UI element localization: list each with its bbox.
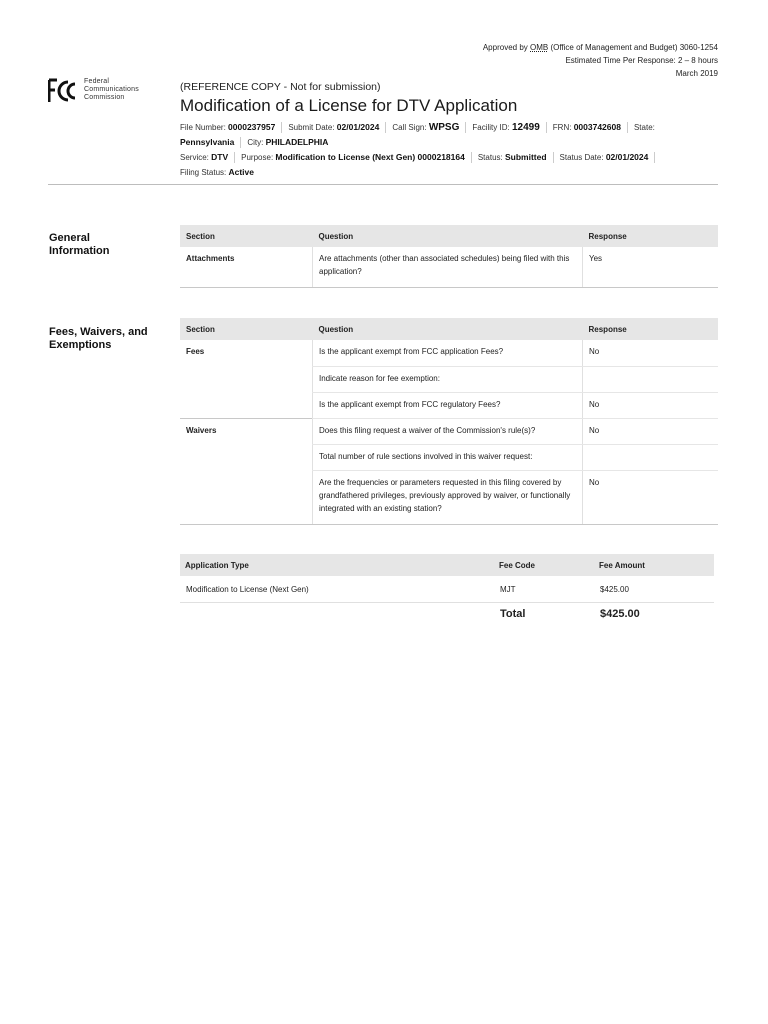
row-question: Is the applicant exempt from FCC application Fees?: [313, 340, 583, 366]
fees-waivers-heading: Fees, Waivers, and Exemptions: [49, 326, 148, 351]
frn-label: FRN:: [552, 123, 572, 132]
column-header-response: Response: [583, 318, 719, 340]
column-header-section: Section: [180, 318, 313, 340]
logo-line-federal: Federal: [84, 78, 110, 85]
call-sign: [386, 122, 466, 133]
omb-approved-suffix: (Office of Management and Budget) 3060-1254: [550, 43, 718, 52]
general-information-heading: General Information: [49, 232, 110, 257]
purpose-value: Modification to License (Next Gen) 0000218164: [275, 152, 465, 162]
filing-status: [180, 167, 260, 178]
city: [241, 137, 334, 148]
table-row: [180, 340, 718, 366]
call-sign-value: WPSG: [428, 122, 460, 133]
header-divider: [48, 184, 718, 185]
row-section: Waivers: [186, 425, 217, 435]
fee-total-amount: $425.00: [600, 608, 640, 620]
row-section: Fees: [186, 347, 205, 356]
service-value: DTV: [211, 152, 229, 162]
metadata-row-1: [180, 120, 720, 135]
status-date-label: Status Date:: [559, 153, 604, 162]
omb-abbreviation: OMB: [530, 43, 549, 52]
state-label: State:: [633, 123, 655, 132]
fees-waivers-table: [180, 318, 718, 525]
row-response: No: [583, 340, 719, 366]
column-header-fee-amount: Fee Amount: [594, 554, 714, 576]
omb-notice: [318, 41, 718, 80]
purpose-label: Purpose:: [241, 153, 274, 162]
table-header-row: [180, 318, 718, 340]
row-question: Are the frequencies or parameters requested in this filing covered by grandfathered privileges, previously approved by waiver, or functionally integrated with an existing station?: [313, 470, 583, 524]
logo-line-communications: Communications: [84, 86, 139, 93]
table-row: [180, 444, 718, 470]
row-question: Total number of rule sections involved in this waiver request:: [313, 444, 583, 470]
state-value: Pennsylvania: [180, 137, 235, 147]
submit-date-value: 02/01/2024: [336, 122, 380, 132]
facility-id: [466, 122, 546, 133]
row-question: Does this filing request a waiver of the Commission's rule(s)?: [313, 418, 583, 444]
row-response: No: [583, 470, 719, 524]
table-header-row: [180, 554, 714, 576]
city-value: PHILADELPHIA: [265, 137, 329, 147]
column-header-question: Question: [313, 225, 583, 247]
facility-id-label: Facility ID:: [472, 123, 510, 132]
file-number-label: File Number:: [180, 123, 226, 132]
fee-summary-table: [180, 554, 714, 625]
service-label: Service:: [180, 153, 209, 162]
table-header-row: [180, 225, 718, 247]
page-title: Modification of a License for DTV Application: [180, 96, 518, 115]
omb-date: March 2019: [675, 69, 718, 78]
call-sign-label: Call Sign:: [392, 123, 427, 132]
metadata-row-4: [180, 165, 720, 180]
omb-approval-line: [318, 41, 718, 54]
status: [472, 152, 554, 163]
row-section: [180, 444, 313, 470]
state: [180, 137, 241, 148]
state-label-item: [628, 122, 661, 133]
fee-application-type: Modification to License (Next Gen): [180, 576, 494, 603]
row-question: Is the applicant exempt from FCC regulatory Fees?: [313, 392, 583, 418]
logo-wordmark: [84, 78, 139, 102]
filing-status-value: Active: [228, 167, 254, 177]
table-row: [180, 576, 714, 603]
fee-total-spacer: [180, 603, 494, 626]
row-question: Indicate reason for fee exemption:: [313, 366, 583, 392]
row-response: No: [583, 418, 719, 444]
metadata-row-3: [180, 150, 720, 165]
status-date: [554, 152, 656, 163]
status-value: Submitted: [504, 152, 547, 162]
fee-code: MJT: [494, 576, 594, 603]
frn: [547, 122, 628, 133]
row-section: [180, 392, 313, 418]
service: [180, 152, 235, 163]
fee-total-row: [180, 603, 714, 626]
general-information-table: [180, 225, 718, 288]
submit-date-label: Submit Date:: [288, 123, 335, 132]
submit-date: [282, 122, 386, 133]
omb-time-estimate: Estimated Time Per Response: 2 – 8 hours: [565, 56, 718, 65]
row-response: No: [583, 392, 719, 418]
table-row: [180, 366, 718, 392]
row-question: Are attachments (other than associated schedules) being filed with this application?: [313, 247, 583, 287]
column-header-question: Question: [313, 318, 583, 340]
filing-status-label: Filing Status:: [180, 168, 227, 177]
application-header: [180, 80, 720, 180]
table-row: [180, 392, 718, 418]
application-metadata: [180, 120, 720, 180]
column-header-response: Response: [583, 225, 719, 247]
fcc-logo: [48, 78, 139, 104]
column-header-section: Section: [180, 225, 313, 247]
table-row: [180, 247, 718, 287]
row-response: [583, 366, 719, 392]
fcc-logo-mark-icon: [48, 78, 78, 104]
row-section: [180, 470, 313, 524]
row-response: Yes: [583, 247, 719, 287]
table-row: [180, 418, 718, 444]
purpose: [235, 152, 472, 163]
city-label: City:: [247, 138, 264, 147]
file-number-value: 0000237957: [228, 122, 276, 132]
fee-total-label: Total: [500, 608, 526, 620]
status-date-value: 02/01/2024: [605, 152, 649, 162]
frn-value: 0003742608: [573, 122, 621, 132]
logo-line-commission: Commission: [84, 94, 125, 101]
status-label: Status:: [477, 153, 503, 162]
column-header-application-type: Application Type: [180, 554, 494, 576]
row-section: [180, 366, 313, 392]
omb-approved-prefix: Approved by: [482, 43, 528, 52]
table-row: [180, 470, 718, 524]
column-header-fee-code: Fee Code: [494, 554, 594, 576]
metadata-row-2: [180, 135, 720, 150]
row-response: [583, 444, 719, 470]
facility-id-value: 12499: [511, 122, 540, 133]
row-section: Attachments: [180, 247, 313, 287]
fee-amount: $425.00: [594, 576, 714, 603]
file-number: [180, 122, 282, 133]
reference-copy-note: (REFERENCE COPY - Not for submission): [180, 81, 381, 93]
